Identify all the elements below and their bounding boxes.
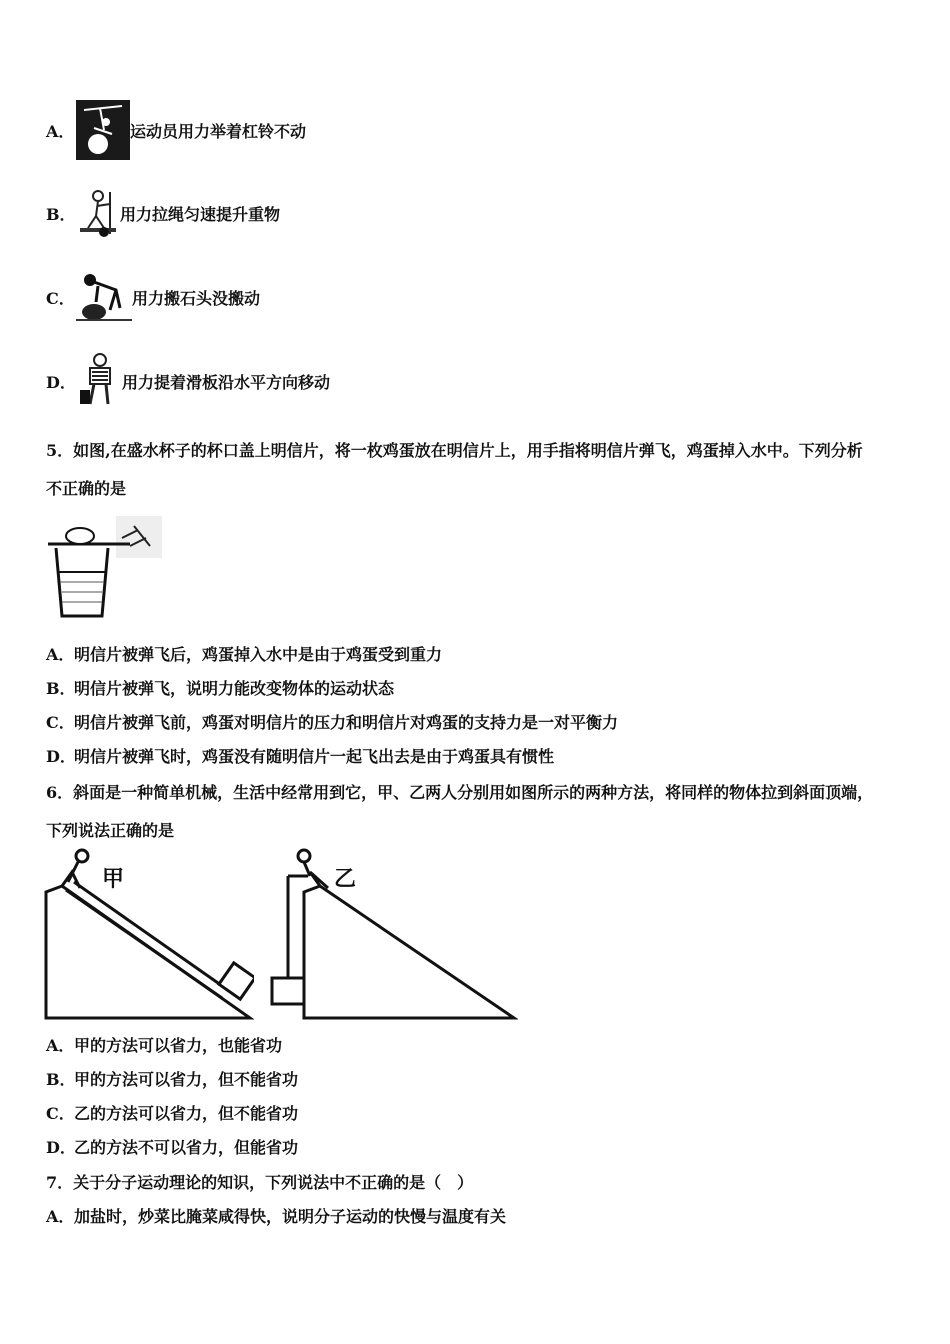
q7-stem: 7．关于分子运动理论的知识，下列说法中不正确的是（ ） — [46, 1173, 474, 1192]
option-text: 用力搬石头没搬动 — [132, 288, 261, 308]
option-text: 甲的方法可以省力，也能省功 — [74, 1036, 283, 1055]
q6-stem-line2: 下列说法正确的是 — [46, 821, 175, 840]
q4-option-b — [46, 188, 280, 238]
q5-option-b — [46, 676, 394, 699]
option-letter: A． — [46, 1036, 75, 1055]
q5-option-a — [46, 642, 442, 665]
q6-stem-line1: 6．斜面是一种简单机械，生活中经常用到它，甲、乙两人分别用如图所示的两种方法，将同样的物体拉到斜面顶端， — [46, 783, 874, 802]
q7-option-a — [46, 1204, 506, 1227]
rope-pull-icon — [76, 188, 120, 238]
label-jia: 甲 — [102, 867, 125, 892]
option-letter: B． — [46, 1070, 76, 1089]
option-text: 加盐时，炒菜比腌菜咸得快，说明分子运动的快慢与温度有关 — [74, 1207, 507, 1226]
q5-option-d — [46, 744, 554, 767]
option-letter: A． — [46, 1207, 75, 1226]
option-letter: C． — [46, 288, 75, 308]
option-letter: A． — [46, 121, 75, 141]
option-letter: B． — [46, 204, 76, 224]
q6-option-c — [46, 1101, 298, 1124]
option-text: 用力拉绳匀速提升重物 — [120, 204, 281, 224]
q6-option-b — [46, 1067, 298, 1090]
q6-option-a — [46, 1033, 282, 1056]
q4-option-c — [46, 270, 260, 324]
carry-board-icon — [76, 352, 122, 410]
q5-stem-line2: 不正确的是 — [46, 479, 127, 498]
q5-stem-line1: 5．如图,在盛水杯子的杯口盖上明信片，将一枚鸡蛋放在明信片上，用手指将明信片弹飞，鸡蛋掉入水中。下列分析 — [46, 441, 863, 460]
option-text: 甲的方法可以省力，但不能省功 — [74, 1070, 299, 1089]
option-text: 运动员用力举着杠铃不动 — [130, 121, 307, 141]
option-text: 乙的方法不可以省力，但能省功 — [74, 1138, 299, 1157]
option-letter: C． — [46, 713, 75, 732]
q5-option-c — [46, 710, 618, 733]
option-text: 明信片被弹飞，说明力能改变物体的运动状态 — [74, 679, 395, 698]
option-text: 乙的方法可以省力，但不能省功 — [74, 1104, 299, 1123]
option-letter: A． — [46, 645, 75, 664]
label-yi: 乙 — [334, 867, 357, 892]
option-letter: B． — [46, 679, 76, 698]
q6-option-d — [46, 1135, 298, 1158]
option-letter: D． — [46, 1138, 76, 1157]
option-text: 用力提着滑板沿水平方向移动 — [122, 372, 331, 392]
weightlifter-icon — [76, 100, 130, 160]
egg-cup-figure — [46, 516, 164, 622]
q4-option-d — [46, 352, 330, 410]
lift-stone-icon — [76, 270, 132, 324]
option-text: 明信片被弹飞后，鸡蛋掉入水中是由于鸡蛋受到重力 — [74, 645, 443, 664]
option-letter: D． — [46, 747, 76, 766]
option-text: 明信片被弹飞前，鸡蛋对明信片的压力和明信片对鸡蛋的支持力是一对平衡力 — [74, 713, 619, 732]
option-letter: D． — [46, 372, 76, 392]
option-letter: C． — [46, 1104, 75, 1123]
incline-figure-yi — [268, 846, 518, 1022]
q4-option-a — [46, 100, 306, 160]
option-text: 明信片被弹飞时，鸡蛋没有随明信片一起飞出去是由于鸡蛋具有惯性 — [74, 747, 555, 766]
incline-figure-jia — [44, 846, 254, 1022]
